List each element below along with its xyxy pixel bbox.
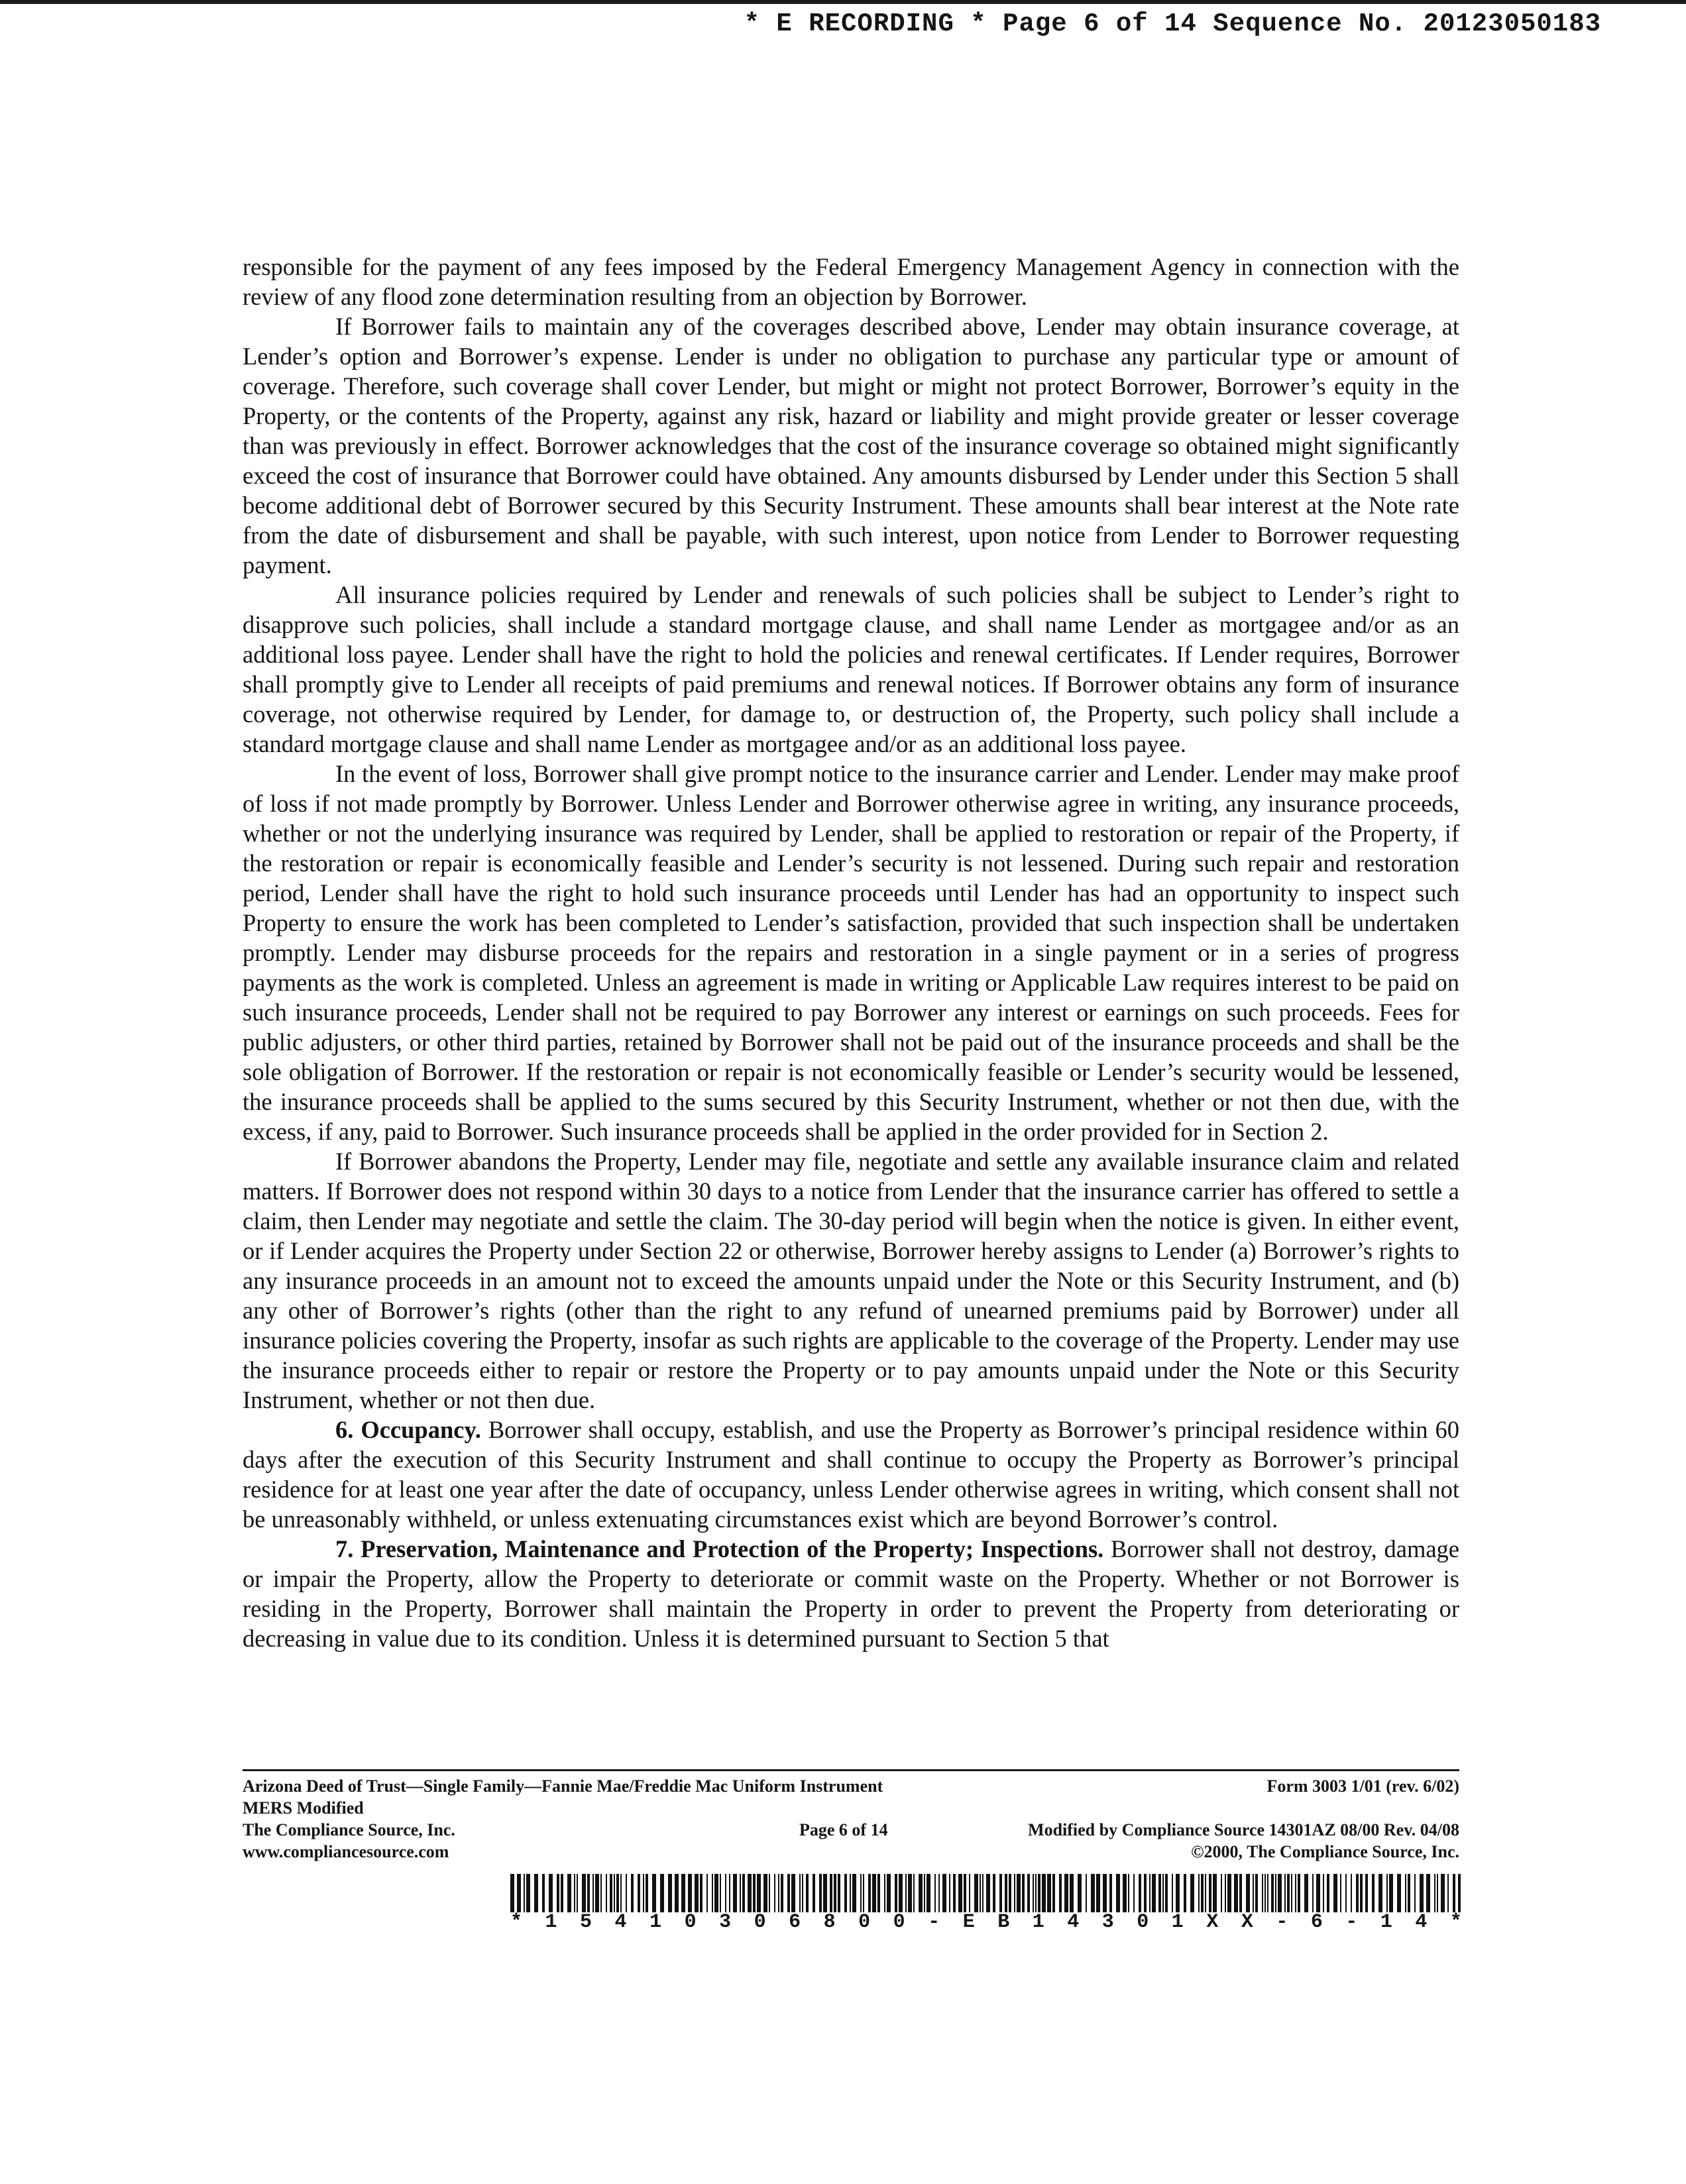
- barcode-bar: [748, 1874, 752, 1912]
- barcode-bar: [1017, 1874, 1021, 1912]
- barcode-bar: [1453, 1874, 1455, 1912]
- barcode-char: X: [1241, 1911, 1253, 1934]
- section-occupancy: [243, 1415, 1459, 1534]
- barcode-bar: [934, 1874, 936, 1912]
- barcode-bar: [1264, 1874, 1266, 1912]
- barcode-bar: [1239, 1874, 1242, 1912]
- barcode-bar: [1327, 1874, 1329, 1912]
- barcode-bar: [852, 1874, 856, 1912]
- barcode-bar: [561, 1874, 563, 1912]
- barcode-bar: [1246, 1874, 1250, 1912]
- barcode: [510, 1874, 1462, 1934]
- section-text: Borrower shall not destroy, damage or impair the Property, allow the Property to deteriorate or commit waste on the Property. Whether or not Borrower is residing in the Property, Borrower shall maintain the Property in order to prevent the Property from deteriorating or decreasing in value due to its condition. Unless it is determined pursuant to Section 5 that: [243, 1535, 1459, 1652]
- barcode-bar: [1123, 1874, 1127, 1912]
- barcode-bar: [1441, 1874, 1445, 1912]
- barcode-bar: [830, 1874, 832, 1912]
- barcode-bar: [1225, 1874, 1226, 1912]
- barcode-bar: [1005, 1874, 1007, 1912]
- section-preservation: [243, 1534, 1459, 1653]
- barcode-bar: [1386, 1874, 1388, 1912]
- barcode-bar: [1227, 1874, 1231, 1912]
- paragraph-lender-coverage: If Borrower fails to maintain any of the coverages described above, Lender may obtain insurance coverage, at Lender’s option and Borrower’s expense. Lender is under no obligation to purchase any particular type or amount of coverage. Therefore, such coverage shall cover Lender, but might or might not protect Borrower, Borrower’s equity in the Property, or the contents of the Property, against any risk, hazard or liability and might provide greater or lesser coverage than was previously in effect. Borrower acknowledges that the cost of the insurance coverage so obtained might significantly exceed the cost of insurance that Borrower could have obtained. Any amounts disbursed by Lender under this Section 5 shall become additional debt of Borrower secured by this Security Instrument. These amounts shall bear interest at the Note rate from the date of disbursement and shall be payable, with such interest, upon notice from Lender to Borrower requesting payment.: [243, 313, 1459, 578]
- barcode-bar: [823, 1874, 827, 1912]
- barcode-bar: [638, 1874, 640, 1912]
- barcode-bar: [899, 1874, 903, 1912]
- barcode-bar: [781, 1874, 783, 1912]
- barcode-bar: [834, 1874, 836, 1912]
- barcode-char: 1: [545, 1911, 557, 1934]
- barcode-bar: [908, 1874, 912, 1912]
- barcode-bar: [1389, 1874, 1393, 1912]
- barcode-bar: [1162, 1874, 1164, 1912]
- barcode-bar: [787, 1874, 790, 1912]
- barcode-bar: [919, 1874, 923, 1912]
- barcode-bar: [1345, 1874, 1347, 1912]
- barcode-char: -: [928, 1911, 940, 1934]
- barcode-bar: [974, 1874, 978, 1912]
- barcode-bar: [1360, 1874, 1363, 1912]
- barcode-bar: [980, 1874, 981, 1912]
- barcode-bar: [877, 1874, 880, 1912]
- barcode-bar: [626, 1874, 627, 1912]
- barcode-bar: [1340, 1874, 1341, 1912]
- barcode-char: 0: [684, 1911, 697, 1934]
- page-number: Page 6 of 14: [799, 1820, 888, 1839]
- barcode-bar: [1038, 1874, 1040, 1912]
- barcode-bar: [616, 1874, 619, 1912]
- barcode-bar: [1316, 1874, 1320, 1912]
- barcode-bar: [1158, 1874, 1161, 1912]
- barcode-bar: [1064, 1874, 1068, 1912]
- barcode-bar: [1152, 1874, 1156, 1912]
- barcode-bar: [587, 1874, 590, 1912]
- barcode-text: [510, 1911, 1462, 1934]
- barcode-bar: [714, 1874, 718, 1912]
- barcode-bar: [646, 1874, 648, 1912]
- barcode-bar: [1365, 1874, 1368, 1912]
- barcode-bar: [763, 1874, 767, 1912]
- barcode-bar: [949, 1874, 950, 1912]
- barcode-bar: [534, 1874, 538, 1912]
- barcode-bar: [526, 1874, 530, 1912]
- barcode-bar: [675, 1874, 679, 1912]
- barcode-bar: [740, 1874, 741, 1912]
- barcode-bar: [774, 1874, 775, 1912]
- barcode-bar: [1042, 1874, 1046, 1912]
- barcode-char: 3: [719, 1911, 732, 1934]
- barcode-char: 4: [1067, 1911, 1080, 1934]
- barcode-char: 1: [1032, 1911, 1044, 1934]
- barcode-bar: [1447, 1874, 1449, 1912]
- barcode-bar: [1408, 1874, 1410, 1912]
- barcode-bar: [1027, 1874, 1030, 1912]
- barcode-bar: [510, 1874, 514, 1912]
- barcode-bar: [1205, 1874, 1206, 1912]
- barcode-char: 0: [858, 1911, 871, 1934]
- barcode-char: 8: [823, 1911, 836, 1934]
- barcode-bar: [1052, 1874, 1055, 1912]
- barcode-bar: [1103, 1874, 1107, 1912]
- barcode-bar: [712, 1874, 713, 1912]
- barcode-bar: [1298, 1874, 1300, 1912]
- barcode-bar: [1278, 1874, 1282, 1912]
- barcode-bar: [868, 1874, 871, 1912]
- barcode-bar: [1295, 1874, 1296, 1912]
- barcode-bar: [695, 1874, 699, 1912]
- barcode-bar: [574, 1874, 575, 1912]
- barcode-bar: [887, 1874, 891, 1912]
- barcode-bar: [1420, 1874, 1424, 1912]
- barcode-bar: [524, 1874, 525, 1912]
- barcode-bar: [1109, 1874, 1112, 1912]
- barcode-bar: [1033, 1874, 1034, 1912]
- barcode-bar: [660, 1874, 664, 1912]
- barcode-bar: [953, 1874, 956, 1912]
- barcode-char: -: [1345, 1911, 1358, 1934]
- section-heading: 7. Preservation, Maintenance and Protection of the Property; Inspections.: [335, 1535, 1104, 1562]
- barcode-char: *: [1449, 1911, 1462, 1934]
- mers-label: MERS Modified: [243, 1798, 364, 1818]
- barcode-char: 0: [1137, 1911, 1149, 1934]
- barcode-bar: [1070, 1874, 1074, 1912]
- barcode-bar: [927, 1874, 930, 1912]
- barcode-bar: [652, 1874, 656, 1912]
- barcode-bar: [742, 1874, 745, 1912]
- barcode-bar: [860, 1874, 862, 1912]
- copyright: ©2000, The Compliance Source, Inc.: [1191, 1842, 1459, 1861]
- recording-header: * E RECORDING * Page 6 of 14 Sequence No. 20123050183: [744, 9, 1601, 38]
- barcode-char: X: [1206, 1911, 1219, 1934]
- barcode-bar: [1323, 1874, 1324, 1912]
- barcode-bar: [1458, 1874, 1461, 1912]
- barcode-bar: [542, 1874, 545, 1912]
- barcode-bar: [1022, 1874, 1025, 1912]
- barcode-bar: [681, 1874, 685, 1912]
- barcode-bar: [819, 1874, 822, 1912]
- barcode-bar: [1078, 1874, 1082, 1912]
- barcode-bar: [905, 1874, 907, 1912]
- barcode-bar: [1128, 1874, 1129, 1912]
- barcode-bar: [1255, 1874, 1258, 1912]
- barcode-bar: [1116, 1874, 1120, 1912]
- barcode-bar: [1201, 1874, 1204, 1912]
- barcode-bar: [942, 1874, 946, 1912]
- barcode-bar: [1287, 1874, 1290, 1912]
- barcode-bar: [1165, 1874, 1168, 1912]
- barcode-bars: [510, 1874, 1462, 1912]
- barcode-bar: [610, 1874, 612, 1912]
- barcode-bar: [1372, 1874, 1375, 1912]
- barcode-bar: [884, 1874, 885, 1912]
- barcode-char: 5: [580, 1911, 592, 1934]
- barcode-bar: [517, 1874, 521, 1912]
- barcode-char: 4: [614, 1911, 627, 1934]
- barcode-bar: [838, 1874, 840, 1912]
- barcode-bar: [733, 1874, 737, 1912]
- barcode-char: -: [1276, 1911, 1288, 1934]
- barcode-bar: [1209, 1874, 1211, 1912]
- barcode-bar: [1284, 1874, 1286, 1912]
- barcode-bar: [1184, 1874, 1186, 1912]
- barcode-bar: [986, 1874, 990, 1912]
- barcode-bar: [1253, 1874, 1254, 1912]
- barcode-char: 3: [1101, 1911, 1114, 1934]
- barcode-bar: [567, 1874, 571, 1912]
- top-border: [0, 0, 1686, 4]
- barcode-bar: [1267, 1874, 1268, 1912]
- barcode-bar: [850, 1874, 851, 1912]
- barcode-bar: [1426, 1874, 1430, 1912]
- barcode-bar: [1198, 1874, 1200, 1912]
- barcode-bar: [993, 1874, 995, 1912]
- barcode-bar: [802, 1874, 803, 1912]
- barcode-bar: [720, 1874, 721, 1912]
- barcode-bar: [577, 1874, 578, 1912]
- barcode-bar: [969, 1874, 970, 1912]
- barcode-bar: [1176, 1874, 1180, 1912]
- barcode-char: 6: [1310, 1911, 1323, 1934]
- modified-note: Modified by Compliance Source 14301AZ 08/00 Rev. 04/08: [1028, 1820, 1459, 1839]
- barcode-bar: [706, 1874, 708, 1912]
- barcode-char: 4: [1415, 1911, 1428, 1934]
- barcode-bar: [924, 1874, 925, 1912]
- form-footer: [243, 1769, 1459, 1863]
- barcode-bar: [1059, 1874, 1062, 1912]
- barcode-bar: [1035, 1874, 1037, 1912]
- barcode-bar: [600, 1874, 602, 1912]
- barcode-bar: [895, 1874, 897, 1912]
- barcode-bar: [1356, 1874, 1359, 1912]
- barcode-bar: [1437, 1874, 1438, 1912]
- barcode-bar: [1271, 1874, 1274, 1912]
- barcode-bar: [913, 1874, 915, 1912]
- barcode-bar: [700, 1874, 702, 1912]
- barcode-bar: [1133, 1874, 1135, 1912]
- barcode-bar: [844, 1874, 847, 1912]
- paragraph-event-of-loss: In the event of loss, Borrower shall give prompt notice to the insurance carrier and Lender. Lender may make proof of loss if not made promptly by Borrower. Unless Lender and Borrower otherwise agree in writing, any insurance proceeds, whether or not the underlying insurance was required by Lender, shall be applied to restoration or repair of the Property, if the restoration or repair is economically feasible and Lender’s security is not lessened. During such repair and restoration period, Lender shall have the right to hold such insurance proceeds until Lender has had an opportunity to inspect such Property to ensure the work has been completed to Lender’s satisfaction, provided that such inspection shall be undertaken promptly. Lender may disburse proceeds for the repairs and restoration in a single payment or in a series of progress payments as the work is completed. Unless an agreement is made in writing or Applicable Law requires interest to be paid on such insurance proceeds, Lender shall not be required to pay Borrower any interest or earnings on such proceeds. Fees for public adjusters, or other third parties, retained by Borrower shall not be paid out of the insurance proceeds and shall be the sole obligation of Borrower. If the restoration or repair is not economically feasible or Lender’s security would be lessened, the insurance proceeds shall be applied to the sums secured by this Security Instrument, whether or not then due, with the excess, if any, paid to Borrower. Such insurance proceeds shall be applied in the order provided for in Section 2.: [243, 760, 1459, 1145]
- section-heading: 6. Occupancy.: [335, 1416, 481, 1443]
- barcode-bar: [1304, 1874, 1308, 1912]
- barcode-bar: [643, 1874, 644, 1912]
- barcode-bar: [964, 1874, 966, 1912]
- barcode-bar: [1378, 1874, 1382, 1912]
- website: www.compliancesource.com: [243, 1842, 449, 1861]
- barcode-bar: [1434, 1874, 1435, 1912]
- barcode-bar: [1405, 1874, 1406, 1912]
- barcode-bar: [725, 1874, 726, 1912]
- form-number: Form 3003 1/01 (rev. 6/02): [1266, 1776, 1459, 1796]
- form-title: Arizona Deed of Trust—Single Family—Fannie Mae/Freddie Mac Uniform Instrument: [243, 1776, 883, 1796]
- barcode-bar: [1172, 1874, 1173, 1912]
- barcode-char: 0: [893, 1911, 905, 1934]
- barcode-bar: [1262, 1874, 1263, 1912]
- barcode-char: 1: [1171, 1911, 1184, 1934]
- barcode-char: 1: [1380, 1911, 1392, 1934]
- barcode-bar: [1291, 1874, 1292, 1912]
- barcode-bar: [729, 1874, 730, 1912]
- barcode-bar: [813, 1874, 815, 1912]
- barcode-bar: [1351, 1874, 1352, 1912]
- barcode-bar: [1333, 1874, 1337, 1912]
- barcode-bar: [688, 1874, 692, 1912]
- barcode-bar: [1190, 1874, 1194, 1912]
- barcode-bar: [806, 1874, 809, 1912]
- barcode-bar: [1144, 1874, 1147, 1912]
- barcode-bar: [1139, 1874, 1141, 1912]
- barcode-bar: [1275, 1874, 1276, 1912]
- barcode-bar: [595, 1874, 599, 1912]
- paragraph-abandonment: If Borrower abandons the Property, Lender may file, negotiate and settle any available insurance claim and related matters. If Borrower does not respond within 30 days to a notice from Lender that the insurance carrier has offered to settle a claim, then Lender may negotiate and settle the claim. The 30-day period will begin when the notice is given. In either event, or if Lender acquires the Property under Section 22 or otherwise, Borrower hereby assigns to Lender (a) Borrower’s rights to any insurance proceeds in an amount not to exceed the amounts unpaid under the Note or this Security Instrument, and (b) any other of Borrower’s rights (other than the right to any refund of unearned premiums paid by Borrower) under all insurance policies covering the Property, insofar as such rights are applicable to the coverage of the Property. Lender may use the insurance proceeds either to repair or restore the Property or to pay amounts unpaid under the Note or this Security Instrument, whether or not then due.: [243, 1148, 1459, 1413]
- barcode-bar: [631, 1874, 634, 1912]
- barcode-bar: [982, 1874, 984, 1912]
- barcode-char: 1: [649, 1911, 662, 1934]
- barcode-bar: [863, 1874, 864, 1912]
- barcode-char: E: [962, 1911, 975, 1934]
- barcode-bar: [769, 1874, 770, 1912]
- barcode-bar: [592, 1874, 594, 1912]
- barcode-bar: [1047, 1874, 1051, 1912]
- barcode-bar: [606, 1874, 607, 1912]
- barcode-bar: [620, 1874, 622, 1912]
- barcode-bar: [1397, 1874, 1401, 1912]
- barcode-bar: [582, 1874, 586, 1912]
- barcode-bar: [753, 1874, 756, 1912]
- barcode-char: B: [997, 1911, 1010, 1934]
- barcode-bar: [614, 1874, 615, 1912]
- barcode-bar: [791, 1874, 795, 1912]
- barcode-bar: [999, 1874, 1002, 1912]
- barcode-bar: [1009, 1874, 1011, 1912]
- barcode-bar: [1414, 1874, 1416, 1912]
- barcode-bar: [1149, 1874, 1151, 1912]
- barcode-bar: [668, 1874, 672, 1912]
- barcode-bar: [1096, 1874, 1100, 1912]
- barcode-bar: [1213, 1874, 1217, 1912]
- barcode-bar: [757, 1874, 761, 1912]
- barcode-bar: [1086, 1874, 1087, 1912]
- barcode-bar: [1014, 1874, 1015, 1912]
- barcode-char: 6: [789, 1911, 801, 1934]
- barcode-bar: [557, 1874, 559, 1912]
- paragraph-continuation: responsible for the payment of any fees imposed by the Federal Emergency Management Agency in connection with the review of any flood zone determination resulting from an objection by Borrower.: [243, 253, 1459, 310]
- paragraph-insurance-policies: All insurance policies required by Lender and renewals of such policies shall be subject to Lender’s right to disapprove such policies, shall include a standard mortgage clause, and shall name Lender as mortgagee and/or as an additional loss payee. Lender shall have the right to hold the policies and renewal certificates. If Lender requires, Borrower shall promptly give to Lender all receipts of paid premiums and renewal notices. If Borrower obtains any form of insurance coverage, not otherwise required by Lender, for damage to, or destruction of, the Property, such policy shall include a standard mortgage clause and shall name Lender as mortgagee and/or as an additional loss payee.: [243, 581, 1459, 757]
- barcode-bar: [778, 1874, 779, 1912]
- barcode-bar: [799, 1874, 801, 1912]
- section-text: Borrower shall occupy, establish, and use the Property as Borrower’s principal residence within 60 days after the execution of this Security Instrument and shall continue to occupy the Property as Borrower’s principal residence for at least one year after the date of occupancy, unless Lender otherwise agrees in writing, which consent shall not be unreasonably withheld, or unless extenuating circumstances exist which are beyond Borrower’s control.: [243, 1416, 1459, 1533]
- barcode-bar: [549, 1874, 553, 1912]
- barcode-bar: [958, 1874, 962, 1912]
- barcode-bar: [1234, 1874, 1238, 1912]
- document-body: [243, 252, 1459, 1653]
- company-name: The Compliance Source, Inc.: [243, 1820, 455, 1839]
- barcode-bar: [1221, 1874, 1222, 1912]
- barcode-char: *: [510, 1911, 523, 1934]
- barcode-bar: [1312, 1874, 1314, 1912]
- barcode-bar: [872, 1874, 876, 1912]
- barcode-char: 0: [754, 1911, 766, 1934]
- barcode-bar: [1091, 1874, 1095, 1912]
- barcode-bar: [938, 1874, 940, 1912]
